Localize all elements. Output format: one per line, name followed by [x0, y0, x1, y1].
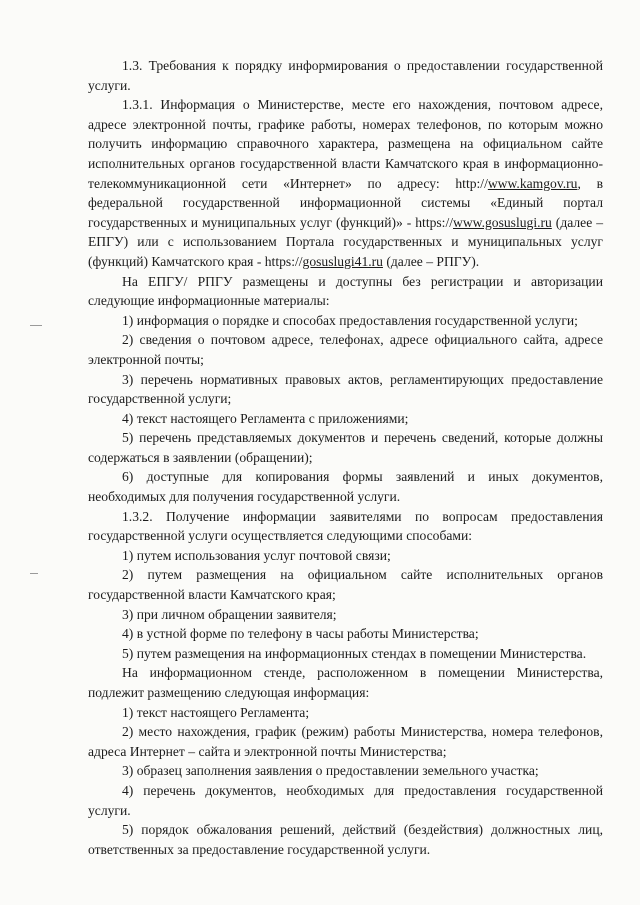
list-item: 1) информация о порядке и способах предоставления государственной услуги; — [122, 312, 578, 328]
link-gosuslugi[interactable]: www.gosuslugi.ru — [453, 214, 552, 230]
paragraph-1-3-2: 1.3.2. Получение информации заявителями по вопросам предоставления государственной услуги осуществляется следующими способами: — [88, 508, 603, 544]
list-item: 2) сведения о почтовом адресе, телефонах, адресе официального сайта, адресе электронной почты; — [88, 332, 603, 367]
list-item: 4) перечень документов, необходимых для предоставления государственной услуги. — [88, 782, 603, 818]
list-item: 3) образец заполнения заявления о предоставлении земельного участка; — [122, 763, 539, 779]
list-item: 1) путем использования услуг почтовой связи; — [122, 547, 391, 563]
paragraph-text: (далее – РПГУ). — [382, 253, 480, 269]
paragraph-stand: На информационном стенде, расположенном в помещении Министерства, подлежит размещению следующая информация: — [88, 665, 603, 700]
list-item: 1) текст настоящего Регламента; — [122, 704, 310, 720]
paragraph-epgu: На ЕПГУ/ РПГУ размещены и доступны без регистрации и авторизации следующие информационные материалы: — [88, 273, 603, 309]
scan-mark-top — [30, 325, 42, 326]
paragraph-text: , в федеральной государственной информационной системы «Единый портал государственных и муниципальных услуг (функций)» - https:// — [88, 175, 604, 230]
list-item: 6) доступные для копирования формы заявлений и иных документов, необходимых для получения государственной услуги. — [88, 469, 603, 505]
list-item: 3) перечень нормативных правовых актов, регламентирующих предоставление государственной услуги; — [88, 371, 603, 407]
list-item: 5) порядок обжалования решений, действий (бездействия) должностных лиц, ответственных за предоставление государственной услуги. — [88, 822, 603, 857]
list-item: 3) при личном обращении заявителя; — [122, 606, 337, 622]
document-page — [88, 56, 603, 859]
link-gosuslugi41[interactable]: gosuslugi41.ru — [302, 253, 383, 269]
list-item: 5) перечень представляемых документов и перечень сведений, которые должны содержаться в заявлении (обращении); — [88, 430, 603, 465]
paragraph-text: 1.3.1. Информация о Министерстве, месте его нахождения, почтовом адресе, адресе электронной почты, графике работы, номерах телефонов, по которым можно получить информацию справочного характера, размещена на официальном сайте исполнительных органов государственной власти Камчатского края в информационно-телекоммуникационной сети «Интернет» по адресу: http:// — [88, 97, 603, 191]
list-item: 5) путем размещения на информационных стендах в помещении Министерства. — [122, 645, 587, 661]
scan-mark-middle — [30, 573, 38, 574]
list-item: 4) текст настоящего Регламента с приложениями; — [122, 410, 409, 426]
link-kamgov[interactable]: www.kamgov.ru — [487, 175, 578, 191]
list-item: 2) место нахождения, график (режим) работы Министерства, номера телефонов, адреса Интернет – сайта и электронной почты Министерства; — [88, 724, 603, 759]
paragraph-text: (далее – ЕПГУ) или с использованием Портала государственных и муниципальных услуг (функций) Камчатского края - https:// — [88, 214, 603, 269]
paragraph-1-3-1 — [88, 95, 603, 271]
list-item: 4) в устной форме по телефону в часы работы Министерства; — [122, 626, 479, 642]
section-heading-1-3: 1.3. Требования к порядку информирования о предоставлении государственной услуги. — [88, 58, 603, 93]
list-item: 2) путем размещения на официальном сайте исполнительных органов государственной власти Камчатского края; — [88, 567, 603, 603]
